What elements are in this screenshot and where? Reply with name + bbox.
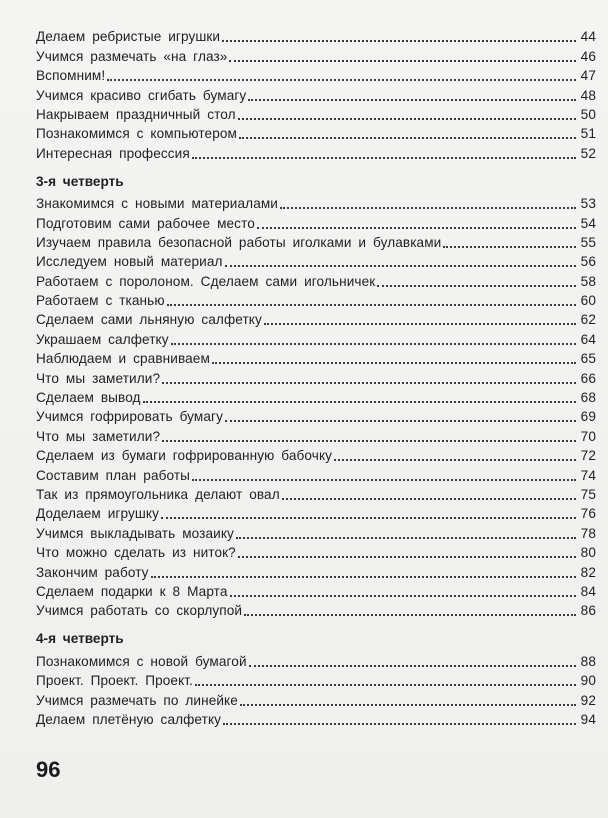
- toc-entry: [36, 290, 596, 309]
- toc-entry-page: 52: [580, 145, 596, 161]
- dot-leader: [225, 265, 576, 267]
- toc-entry: [36, 670, 596, 689]
- dot-leader: [282, 498, 576, 500]
- toc-entry: [36, 425, 596, 444]
- toc-entry: [36, 387, 596, 406]
- toc-entry-title: Что мы заметили?: [36, 370, 161, 386]
- toc-entry-title: Учимся выкладывать мозаику: [36, 525, 234, 541]
- dot-leader: [167, 304, 576, 306]
- toc-entry-title: Сделаем подарки к 8 Марта: [36, 583, 228, 599]
- dot-leader: [161, 517, 576, 519]
- toc-entry-title: Работаем с поролоном. Сделаем сами игольничек: [36, 273, 376, 289]
- toc-entry-title: Учимся красиво сгибать бумагу: [36, 87, 247, 103]
- toc-entry-page: 51: [580, 126, 596, 142]
- toc-entry-page: 44: [580, 29, 596, 45]
- toc-entry-page: 53: [580, 196, 596, 212]
- dot-leader: [225, 420, 576, 422]
- dot-leader: [171, 343, 576, 345]
- toc-section: [36, 26, 596, 162]
- toc-entry: [36, 348, 596, 367]
- toc-entry-page: 60: [580, 293, 596, 309]
- dot-leader: [244, 614, 576, 616]
- toc-entry-title: Так из прямоугольника делают овал: [36, 486, 280, 502]
- toc-entry: [36, 542, 596, 561]
- toc-entry-page: 74: [580, 467, 596, 483]
- toc-entry-title: Закончим работу: [36, 564, 149, 580]
- toc-entry: [36, 581, 596, 600]
- dot-leader: [377, 285, 576, 287]
- dot-leader: [230, 595, 576, 597]
- toc-entry: [36, 104, 596, 123]
- toc-entry-title: Составим план работы: [36, 467, 191, 483]
- toc-entry: [36, 84, 596, 103]
- toc-entry: [36, 445, 596, 464]
- toc-entry-title: Проект. Проект. Проект.: [36, 673, 193, 689]
- dot-leader: [280, 207, 576, 209]
- toc-entry-page: 47: [580, 68, 596, 84]
- toc-entry-title: Познакомимся с новой бумагой: [36, 653, 247, 669]
- toc-entry: [36, 503, 596, 522]
- toc-entry-title: Сделаем из бумаги гофрированную бабочку: [36, 448, 333, 464]
- toc-entry-page: 46: [580, 48, 596, 64]
- dot-leader: [249, 665, 576, 667]
- toc-entry-page: 78: [580, 525, 596, 541]
- dot-leader: [107, 79, 576, 81]
- toc-entry-title: Подготовим сами рабочее место: [36, 215, 255, 231]
- toc-entry: [36, 232, 596, 251]
- toc-entry-page: 94: [580, 711, 596, 727]
- toc-entry: [36, 212, 596, 231]
- toc-entry: [36, 45, 596, 64]
- toc-entry-title: Делаем ребристые игрушки: [36, 29, 221, 45]
- toc-entry-title: Работаем с тканью: [36, 293, 165, 309]
- dot-leader: [222, 40, 576, 42]
- toc-entry: [36, 328, 596, 347]
- toc-entry: [36, 689, 596, 708]
- dot-leader: [236, 537, 576, 539]
- toc-entry: [36, 193, 596, 212]
- toc-entry-title: Познакомимся с компьютером: [36, 126, 237, 142]
- toc-entry-page: 62: [580, 312, 596, 328]
- dot-leader: [238, 118, 576, 120]
- dot-leader: [239, 137, 576, 139]
- toc-entry-title: Украшаем салфетку: [36, 331, 169, 347]
- toc-entry-page: 54: [580, 215, 596, 231]
- dot-leader: [264, 323, 576, 325]
- toc-entry: [36, 367, 596, 386]
- toc-entry: [36, 123, 596, 142]
- dot-leader: [192, 479, 576, 481]
- dot-leader: [248, 99, 576, 101]
- toc-entry: [36, 65, 596, 84]
- toc-entry-page: 75: [580, 486, 596, 502]
- toc-entry-title: Накрываем праздничный стол: [36, 106, 236, 122]
- toc-entry: [36, 251, 596, 270]
- section-heading: 4-я четверть: [36, 631, 124, 647]
- toc-entry-title: Учимся гофрировать бумагу: [36, 409, 223, 425]
- toc-entry-page: 48: [580, 87, 596, 103]
- dot-leader: [334, 459, 576, 461]
- toc-entry: [36, 270, 596, 289]
- section-heading: 3-я четверть: [36, 173, 124, 189]
- toc-entry-page: 88: [580, 653, 596, 669]
- toc-entry-page: 82: [580, 564, 596, 580]
- toc-entry-page: 50: [580, 106, 596, 122]
- toc-entry-title: Изучаем правила безопасной работы иголками и булавками: [36, 234, 442, 250]
- toc-entry-title: Наблюдаем и сравниваем: [36, 351, 210, 367]
- dot-leader: [151, 576, 576, 578]
- toc-entry-title: Сделаем сами льняную салфетку: [36, 312, 262, 328]
- toc-entry-title: Знакомимся с новыми материалами: [36, 196, 278, 212]
- dot-leader: [195, 684, 576, 686]
- toc-entry-page: 80: [580, 545, 596, 561]
- toc-entry-page: 76: [580, 506, 596, 522]
- toc-entry-page: 84: [580, 583, 596, 599]
- toc-section: [36, 171, 596, 620]
- dot-leader: [257, 227, 576, 229]
- toc-entry: [36, 309, 596, 328]
- dot-leader: [240, 704, 576, 706]
- toc-entry-title: Сделаем вывод: [36, 390, 141, 406]
- toc-entry-page: 68: [580, 390, 596, 406]
- toc-entry-title: Учимся размечать «на глаз»: [36, 48, 228, 64]
- toc-entry-title: Доделаем игрушку: [36, 506, 159, 522]
- toc-entry-page: 58: [580, 273, 596, 289]
- toc-entry-page: 66: [580, 370, 596, 386]
- toc-entry-title: Учимся работать со скорлупой: [36, 603, 243, 619]
- toc-entry-title: Что можно сделать из ниток?: [36, 545, 236, 561]
- dot-leader: [192, 157, 576, 159]
- toc-entry-title: Учимся размечать по линейке: [36, 692, 238, 708]
- toc-entry: [36, 484, 596, 503]
- toc-entry: [36, 142, 596, 161]
- toc-entry-page: 70: [580, 428, 596, 444]
- toc-entry-page: 55: [580, 234, 596, 250]
- toc-entry-page: 56: [580, 254, 596, 270]
- dot-leader: [443, 246, 576, 248]
- toc-entry-title: Что мы заметили?: [36, 428, 161, 444]
- toc-entry: [36, 709, 596, 728]
- toc-entry: [36, 600, 596, 619]
- dot-leader: [162, 440, 576, 442]
- dot-leader: [238, 556, 576, 558]
- dot-leader: [143, 401, 576, 403]
- toc-entry-page: 64: [580, 331, 596, 347]
- toc-entry-page: 90: [580, 673, 596, 689]
- toc-entry-title: Вспомним!: [36, 68, 106, 84]
- toc-entry-title: Исследуем новый материал: [36, 254, 223, 270]
- toc-entry: [36, 26, 596, 45]
- toc-entry-page: 69: [580, 409, 596, 425]
- toc-entry: [36, 561, 596, 580]
- toc-entry-page: 92: [580, 692, 596, 708]
- dot-leader: [229, 60, 576, 62]
- toc-entry: [36, 464, 596, 483]
- toc-entry-title: Интересная профессия: [36, 145, 190, 161]
- toc-section: [36, 628, 596, 728]
- toc-entry-title: Делаем плетёную салфетку: [36, 711, 222, 727]
- dot-leader: [223, 723, 576, 725]
- dot-leader: [212, 362, 576, 364]
- page-number: 96: [36, 757, 61, 782]
- toc-entry: [36, 406, 596, 425]
- toc-entry-page: 86: [580, 603, 596, 619]
- toc-entry-page: 72: [580, 448, 596, 464]
- table-of-contents: [36, 26, 596, 728]
- dot-leader: [162, 382, 576, 384]
- toc-entry: [36, 522, 596, 541]
- toc-entry: [36, 650, 596, 669]
- toc-entry-page: 65: [580, 351, 596, 367]
